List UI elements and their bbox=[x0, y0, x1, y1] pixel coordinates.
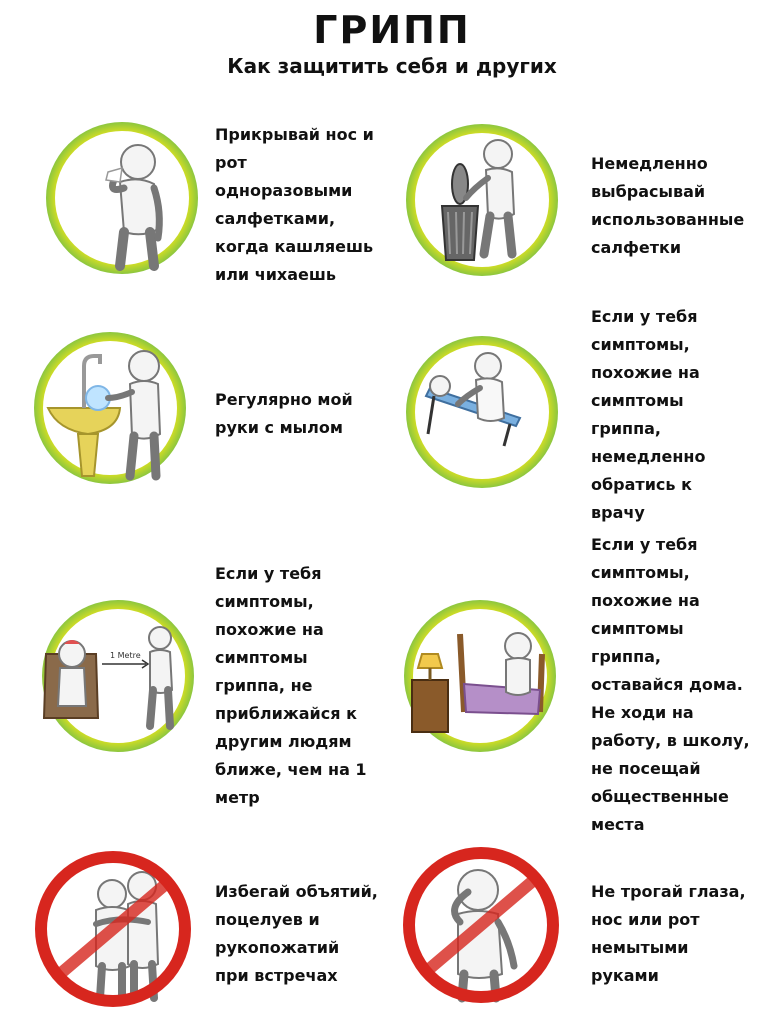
tip-wash-hands-text: Регулярно мой руки с мылом bbox=[215, 390, 353, 437]
tip-dont-touch-face-text: Не трогай глаза, нос или рот немытыми руками bbox=[591, 882, 746, 985]
doctor-patient-icon bbox=[400, 330, 564, 494]
tip-stay-home-text: Если у тебя симптомы, похожие на симптомы гриппа, оставайся дома. Не ходи на работу, в школу, не посещай общественные места bbox=[591, 535, 750, 834]
person-covering-nose-icon bbox=[40, 116, 204, 280]
no-touching-face-icon bbox=[398, 842, 564, 1008]
trash-bin-icon bbox=[400, 118, 564, 282]
tip-cover-nose-text: Прикрывай нос и рот одноразовыми салфетками, когда кашляешь или чихаешь bbox=[215, 125, 374, 284]
tip-throw-away-text: Немедленно выбрасывай использованные салфетки bbox=[591, 154, 745, 257]
washing-hands-icon bbox=[28, 326, 192, 490]
stay-home-bed-icon bbox=[398, 594, 562, 758]
keep-distance-icon bbox=[36, 594, 200, 758]
tip-avoid-hugs-text: Избегай объятий, поцелуев и рукопожатий при встречах bbox=[215, 882, 378, 985]
no-hugging-icon bbox=[30, 846, 196, 1012]
tip-keep-distance-text: Если у тебя симптомы, похожие на симптомы гриппа, не приближайся к другим людям ближе, чем на 1 метр bbox=[215, 564, 367, 807]
page-title: ГРИПП bbox=[313, 8, 471, 52]
tip-see-doctor-text: Если у тебя симптомы, похожие на симптомы гриппа, немедленно обратись к врачу bbox=[591, 307, 706, 522]
page-subtitle: Как защитить себя и других bbox=[227, 54, 557, 78]
svg-text:1 Metre: 1 Metre bbox=[110, 651, 141, 660]
